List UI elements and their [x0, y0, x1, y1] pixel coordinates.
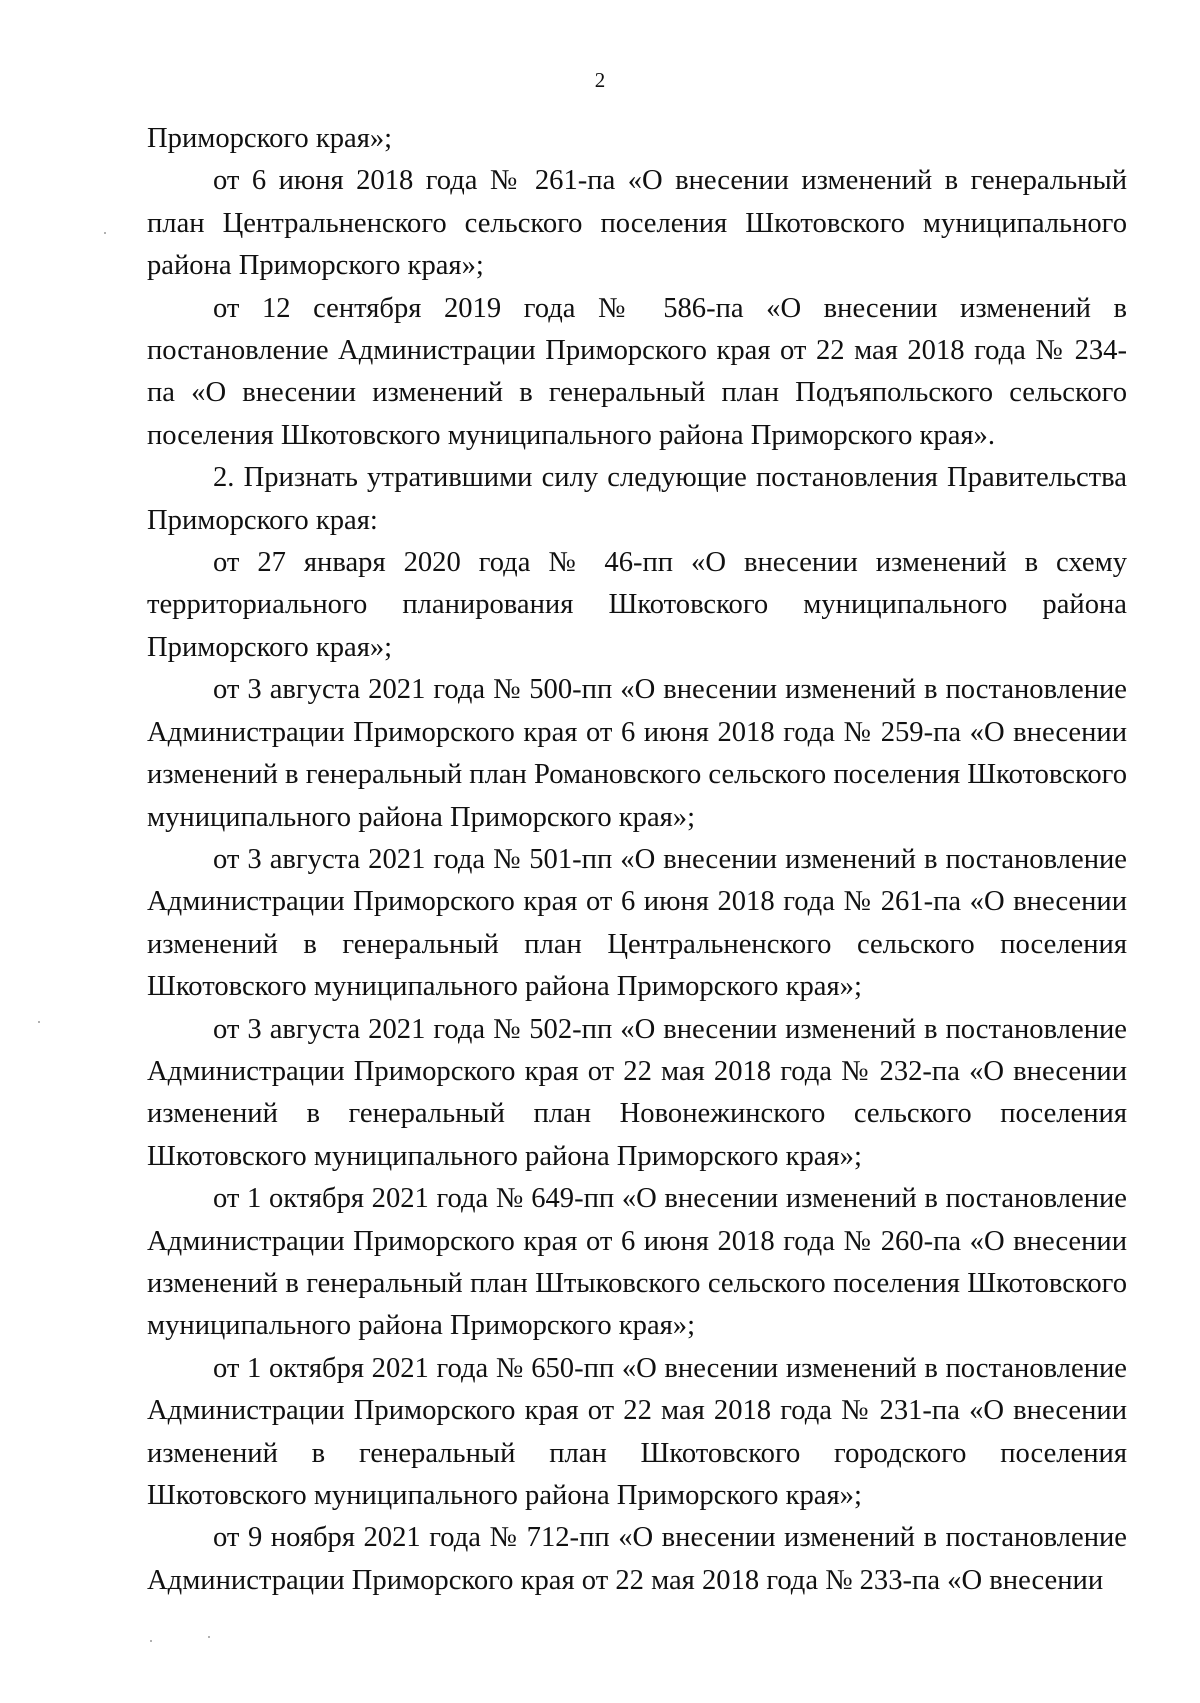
scan-speck: [38, 1021, 40, 1023]
scan-speck: [104, 232, 106, 234]
paragraph-item-2: 2. Признать утратившими силу следующие постановления Правительства Приморского края:: [147, 462, 1127, 536]
paragraph-continuation: Приморского края»;: [147, 123, 393, 154]
scan-speck: [150, 1640, 152, 1642]
paragraph-decree-502: от 3 августа 2021 года № 502-пп «О внесении изменений в постановление Администрации Приморского края от 22 мая 2018 года № 232-па «О внесении изменений в генеральный план Новонежинского сельского поселения Шкотовского муниципального района Приморского края»;: [147, 1013, 1127, 1172]
paragraph-decree-46: от 27 января 2020 года № 46-пп «О внесении изменений в схему территориального планирования Шкотовского муниципального района Приморского края»;: [147, 547, 1127, 663]
document-body: [147, 118, 1127, 1602]
paragraph-decree-500: от 3 августа 2021 года № 500-пп «О внесении изменений в постановление Администрации Приморского края от 6 июня 2018 года № 259-па «О внесении изменений в генеральный план Романовского сельского поселения Шкотовского муниципального района Приморского края»;: [147, 674, 1127, 833]
paragraph-decree-501: от 3 августа 2021 года № 501-пп «О внесении изменений в постановление Администрации Приморского края от 6 июня 2018 года № 261-па «О внесении изменений в генеральный план Центральненского сельского поселения Шкотовского муниципального района Приморского края»;: [147, 843, 1127, 1003]
paragraph-decree-261: от 6 июня 2018 года № 261-па «О внесении изменений в генеральный план Центральненского сельского поселения Шкотовского муниципального района Приморского края»;: [147, 165, 1127, 282]
paragraph-decree-712: от 9 ноября 2021 года № 712-пп «О внесении изменений в постановление Администрации Приморского края от 22 мая 2018 года № 233-па «О внесении: [147, 1522, 1127, 1596]
paragraph-decree-649: от 1 октября 2021 года № 649-пп «О внесении изменений в постановление Администрации Приморского края от 6 июня 2018 года № 260-па «О внесении изменений в генеральный план Штыковского сельского поселения Шкотовского муниципального района Приморского края»;: [147, 1183, 1127, 1342]
page-number: 2: [594, 68, 606, 92]
paragraph-decree-586: от 12 сентября 2019 года № 586-па «О внесении изменений в постановление Администрации Приморского края от 22 мая 2018 года № 234-па «О внесении изменений в генеральный план Подъяпольского сельского поселения Шкотовского муниципального района Приморского края».: [147, 292, 1127, 451]
scan-speck: [208, 1636, 210, 1638]
paragraph-decree-650: от 1 октября 2021 года № 650-пп «О внесении изменений в постановление Администрации Приморского края от 22 мая 2018 года № 231-па «О внесении изменений в генеральный план Шкотовского городского поселения Шкотовского муниципального района Приморского края»;: [147, 1352, 1127, 1511]
